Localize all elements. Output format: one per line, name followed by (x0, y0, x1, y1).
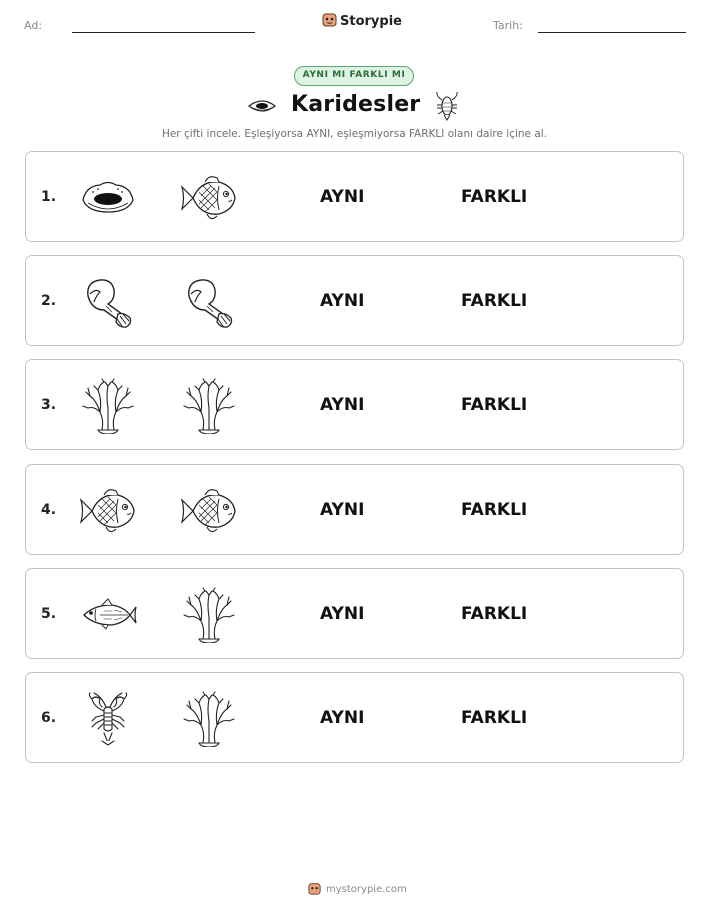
row-number: 4. (41, 501, 57, 518)
answer-different[interactable]: FARKLI (461, 708, 528, 728)
answer-different[interactable]: FARKLI (461, 187, 528, 207)
storypie-mascot-icon (322, 12, 337, 31)
exercise-row (25, 151, 684, 242)
row-number: 6. (41, 710, 57, 726)
footer-url[interactable]: mystorypie.com (326, 884, 407, 895)
exercise-row (25, 255, 684, 346)
coral-icon (179, 691, 239, 747)
instructions: Her çifti incele. Eşleşiyorsa AYNI, eşleşmiyorsa FARKLI olanı daire içine al. (161, 128, 548, 140)
name-line[interactable] (72, 32, 255, 33)
answer-same[interactable]: AYNI (320, 291, 365, 312)
answer-different[interactable]: FARKLI (461, 603, 528, 624)
coral-icon (179, 378, 239, 434)
page-title: Karidesler (291, 92, 421, 117)
brand-name: Storypie (340, 14, 402, 29)
footer (308, 880, 407, 899)
date-label: Tarih: (493, 19, 523, 32)
row-number: 5. (41, 605, 57, 622)
exercise-row (25, 359, 684, 450)
fish-icon (78, 483, 138, 539)
row-number: 2. (41, 293, 57, 310)
name-label: Ad: (24, 19, 43, 32)
answer-same[interactable]: AYNI (320, 708, 365, 728)
brand-logo (322, 12, 402, 31)
lobster-claw-icon (78, 274, 138, 330)
lobster-claw-icon (179, 274, 239, 330)
clam-icon (78, 170, 138, 226)
row-number: 1. (41, 189, 57, 205)
date-line[interactable] (538, 32, 686, 33)
answer-same[interactable]: AYNI (320, 187, 365, 207)
answer-same[interactable]: AYNI (320, 395, 365, 416)
title-row (0, 90, 709, 124)
coral-icon (179, 587, 239, 643)
fish-icon (179, 483, 239, 539)
answer-different[interactable]: FARKLI (461, 291, 528, 312)
exercise-row (25, 464, 684, 555)
tuna-icon (78, 587, 138, 643)
answer-same[interactable]: AYNI (320, 603, 365, 624)
shrimp-icon (432, 90, 462, 126)
answer-same[interactable]: AYNI (320, 499, 365, 520)
storypie-mascot-icon (308, 880, 321, 899)
fish-icon (179, 170, 239, 226)
answer-different[interactable]: FARKLI (461, 395, 528, 416)
lobster-icon (78, 691, 138, 747)
coral-icon (78, 378, 138, 434)
row-number: 3. (41, 397, 57, 414)
answer-different[interactable]: FARKLI (461, 499, 528, 520)
eye-clam-icon (247, 96, 277, 120)
exercise-row (25, 672, 684, 763)
worksheet-type-badge: AYNI MI FARKLI MI (294, 66, 414, 86)
exercise-row (25, 568, 684, 659)
